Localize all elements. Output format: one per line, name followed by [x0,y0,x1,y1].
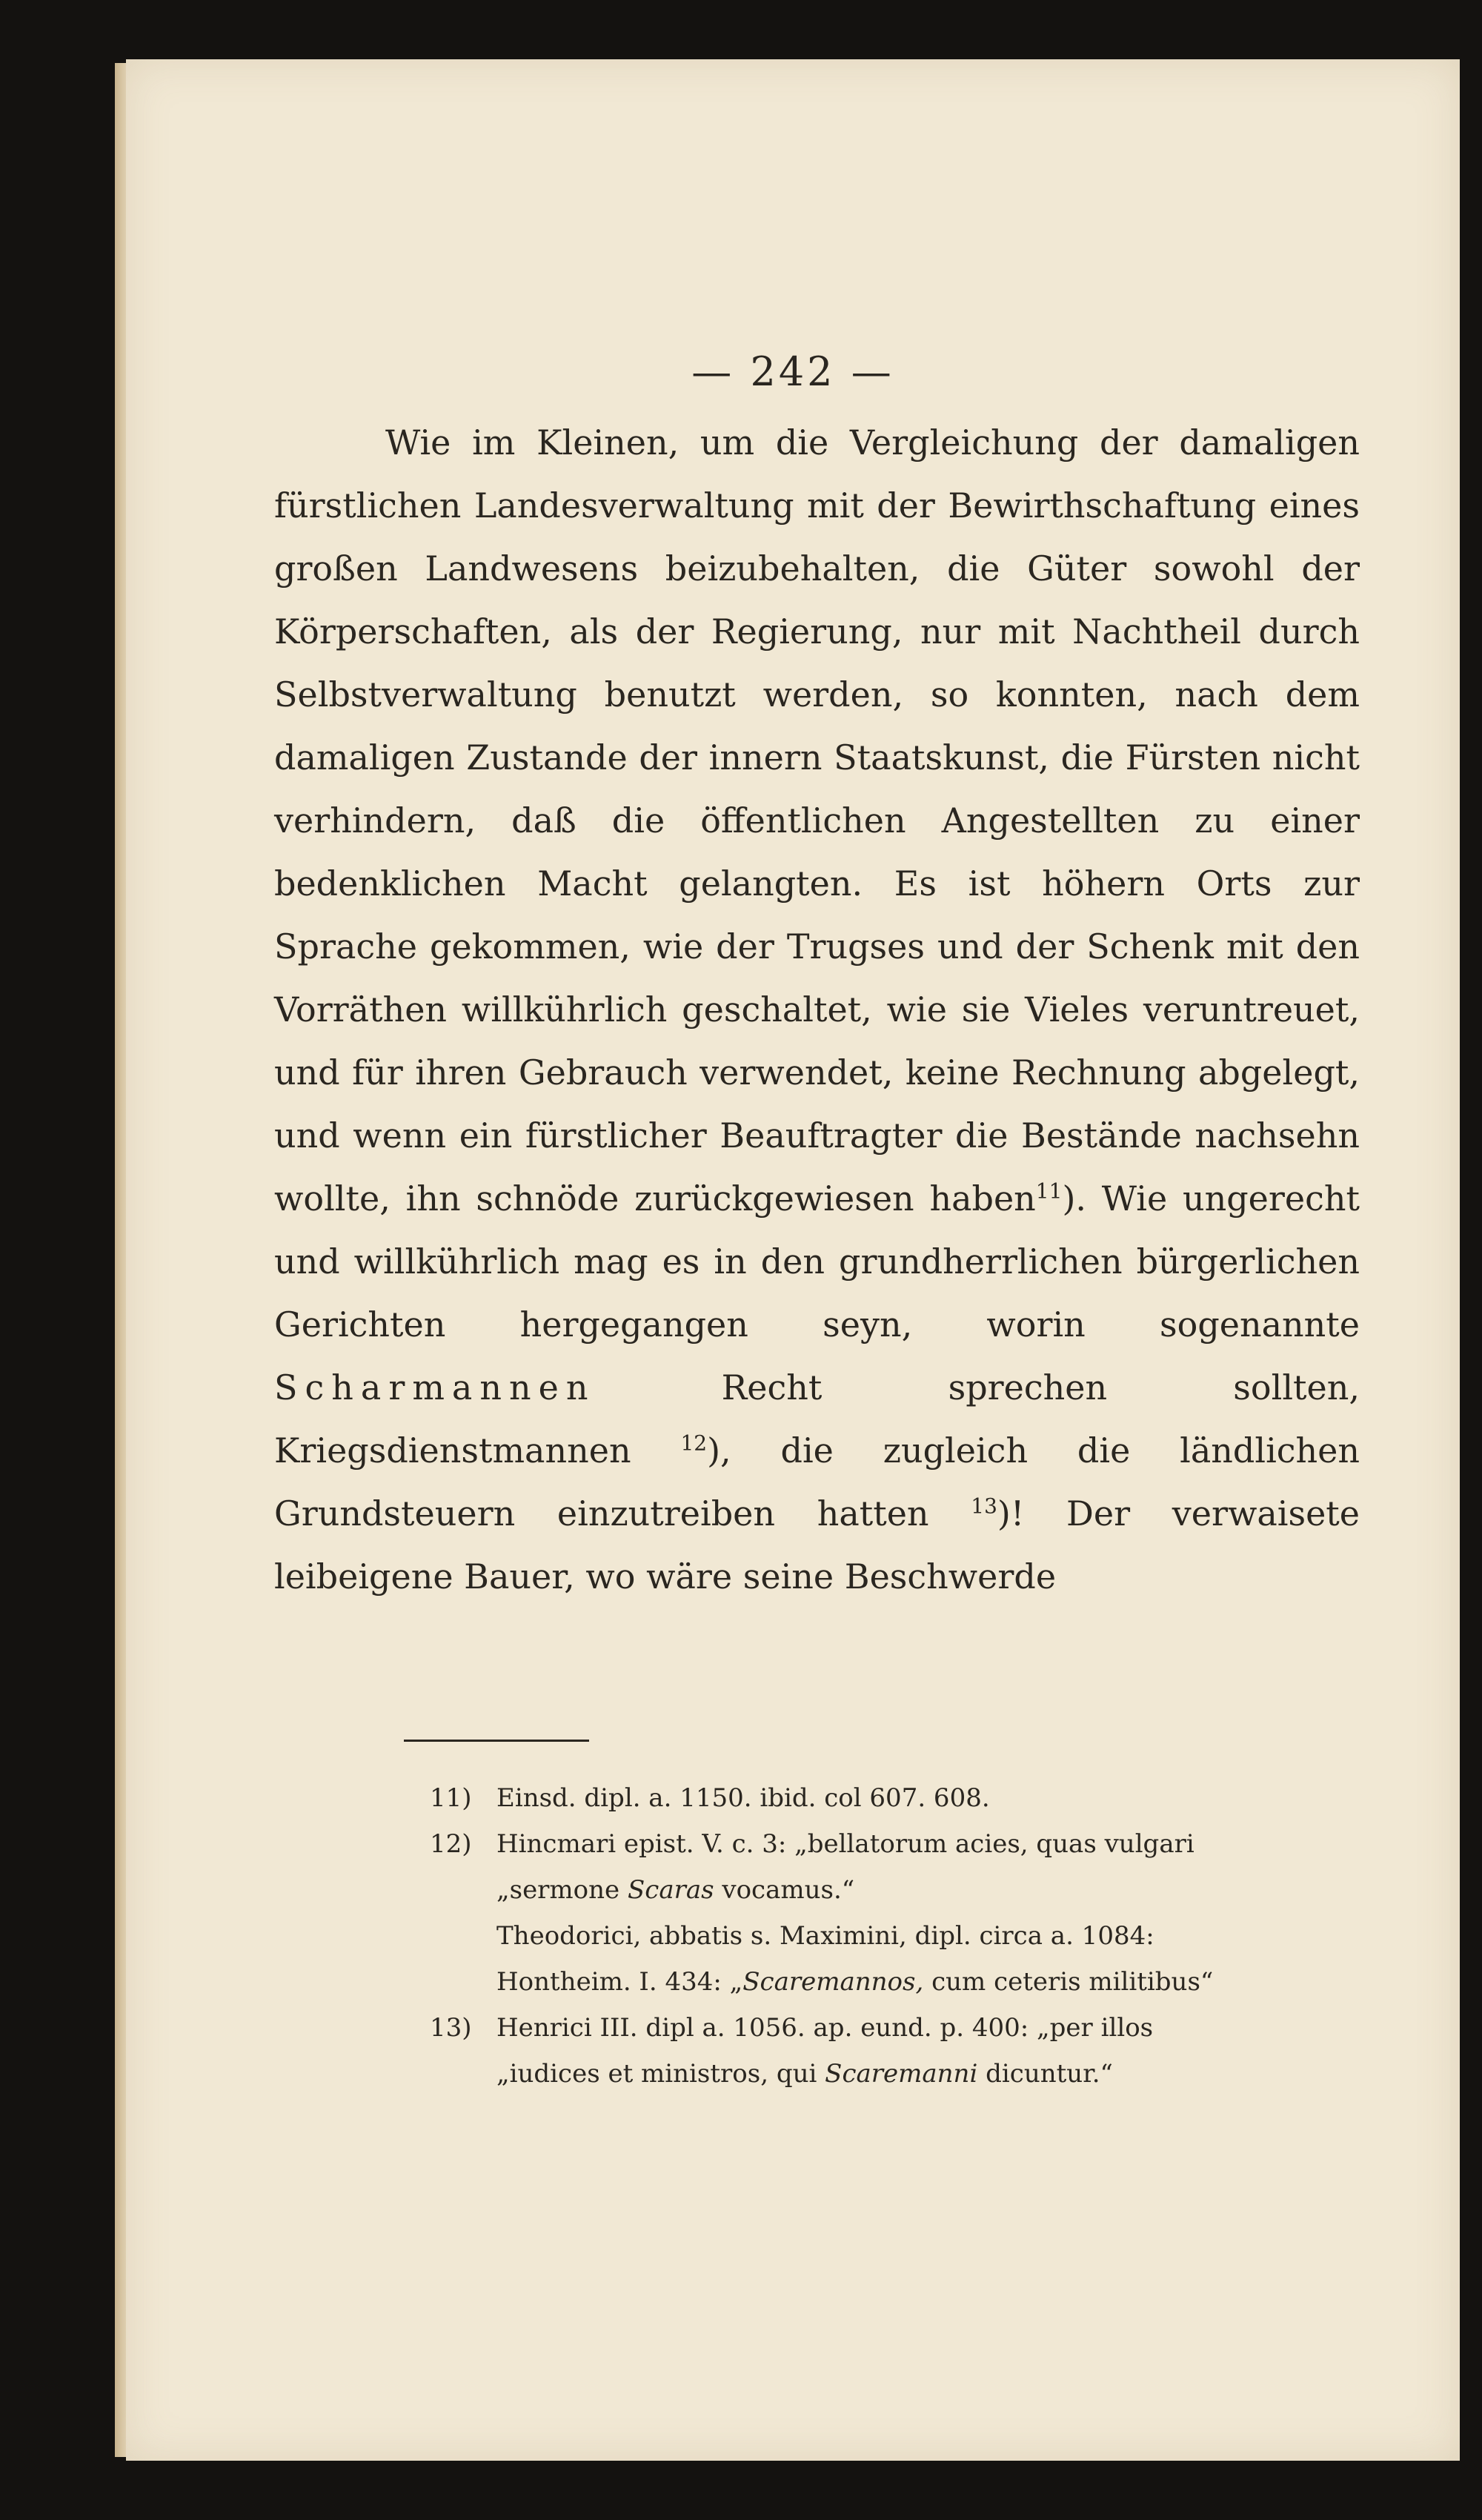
footnote-italic: Scaras [627,1875,714,1905]
footnote-number: 11) [430,1783,472,1813]
footnote-italic: Scaremanni [825,2059,978,2089]
footnote-number: 12) [430,1829,472,1859]
footnote-text: cum ceteris militibus“ [931,1967,1214,1997]
footnote-text: Hincmari epist. V. c. 3: „bellatorum acies, quas vulgari [496,1829,1194,1859]
footnote-text: Henrici III. dipl a. 1056. ap. eund. p. 400: „per illos [496,2013,1154,2043]
footnote-ref-11: 11 [1035,1178,1063,1204]
footnote-13-line-2 [430,2051,1349,2097]
footnote-text: „iudices et ministros, qui [496,2059,817,2089]
paragraph-text-4: ), die zugleich die ländlichen Grundsteuern einzutreiben hatten [274,1430,1360,1533]
footnote-number: 13) [430,2013,472,2043]
paragraph-text-3: Recht sprechen sollten, Kriegsdienstmannen [274,1367,1360,1470]
spaced-term: Scharmannen [274,1367,596,1407]
footnote-12-line-3 [430,1913,1349,1959]
footnote-text: Hontheim. I. 434: „ [496,1967,743,1997]
footnote-ref-13: 13 [971,1493,997,1519]
paragraph-text-1: Wie im Kleinen, um die Vergleichung der damaligen fürstlichen Landesverwaltung mit der Bewirthschaftung eines großen Landwesens beizubehalten, die Güter sowohl der Körperschaften, als der Regierung, nur mit Nachtheil durch Selbstverwaltung benutzt werden, so konnten, nach dem damaligen Zustande der innern Staatskunst, die Fürsten nicht verhindern, daß die öffentlichen Angestellten zu einer bedenklichen Macht gelangten. Es ist höhern Orts zur Sprache gekommen, wie der Trugses und der Schenk mit den Vorräthen willkührlich geschaltet, wie sie Vieles veruntreuet, und für ihren Gebrauch verwendet, keine Rechnung abgelegt, und wenn ein fürstlicher Beauftragter die Bestände nachsehn wollte, ihn schnöde zurückgewiesen haben [274,422,1360,1218]
footnote-text: „sermone [496,1875,620,1905]
footnote-12-line-2 [430,1867,1349,1913]
footnote-text: dicuntur.“ [986,2059,1113,2089]
footnote-divider [404,1740,589,1742]
paragraph-text-2: ). Wie ungerecht und willkührlich mag es in den grundherrlichen bürgerlichen Gerichten hergegangen seyn, worin sogenannte [274,1178,1360,1344]
page-number: — 242 — [691,348,894,395]
main-paragraph [274,411,1360,1608]
footnote-ref-12: 12 [680,1430,708,1456]
footnote-13 [430,2005,1349,2051]
paragraph-text-5: )! Der verwaisete leibeigene Bauer, wo wäre seine Beschwerde [274,1493,1360,1596]
footnote-11 [430,1775,1349,1821]
footnote-text: vocamus.“ [722,1875,855,1905]
footnote-12 [430,1821,1349,1867]
footnote-italic: Scaremannos, [742,1967,924,1997]
footnote-text: Theodorici, abbatis s. Maximini, dipl. circa a. 1084: [496,1921,1154,1951]
footnote-12-line-4 [430,1959,1349,2005]
footnotes [430,1775,1349,2097]
footnote-text: Einsd. dipl. a. 1150. ibid. col 607. 608. [496,1783,990,1813]
